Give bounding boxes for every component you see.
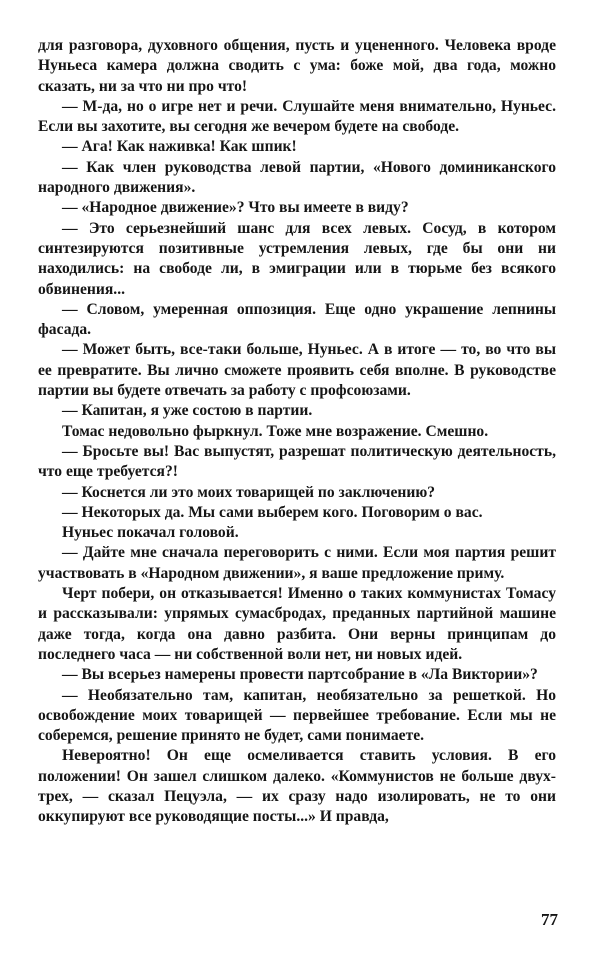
paragraph: — Бросьте вы! Вас выпустят, разрешат политическую деятельность, что еще требуется?!	[38, 442, 556, 481]
paragraph: — Может быть, все-таки больше, Нуньес. А в итоге — то, во что вы ее превратите. Вы лично сможете проявить себя вполне. В руководстве партии вы будете отвечать за работу с профсоюзами.	[38, 341, 556, 400]
paragraph: — Вы всерьез намерены провести партсобрание в «Ла Виктории»?	[62, 666, 538, 684]
paragraph: Черт побери, он отказывается! Именно о таких коммунистах Томасу и рассказывали: упрямых сумасбродах, преданных партийной машине даже тогда, когда она давно разбита. Они верны принципам до последнего часа — ни собственной воли нет, ни новых идей.	[38, 585, 556, 663]
paragraph: — Необязательно там, капитан, необязательно за решеткой. Но освобождение моих товарищей — первейшее требование. Если мы не соберемся, решение принято не будет, сами понимаете.	[38, 686, 556, 745]
paragraph: — Капитан, я уже состою в партии.	[62, 402, 313, 420]
paragraph: — Некоторых да. Мы сами выберем кого. Поговорим о вас.	[62, 503, 483, 521]
page-number: 77	[541, 910, 558, 929]
paragraph: Томас недовольно фыркнул. Тоже мне возражение. Смешно.	[62, 422, 489, 440]
paragraph: — Коснется ли это моих товарищей по заключению?	[62, 483, 436, 501]
page-text	[38, 36, 556, 828]
paragraph: — Как член руководства левой партии, «Нового доминиканского народного движения».	[38, 158, 556, 197]
paragraph: — Ага! Как наживка! Как шпик!	[62, 138, 297, 156]
paragraph: — Это серьезнейший шанс для всех левых. Сосуд, в котором синтезируются позитивные устремления левых, где бы они ни находились: на свободе ли, в эмиграции или в тюрьме без всякого обвинения...	[38, 219, 556, 298]
paragraph: — Словом, умеренная оппозиция. Еще одно украшение лепнины фасада.	[38, 300, 556, 339]
paragraph: — «Народное движение»? Что вы имеете в виду?	[62, 199, 409, 217]
paragraph: — Дайте мне сначала переговорить с ними. Если моя партия решит участвовать в «Народном движении», я ваше предложение приму.	[38, 544, 556, 582]
paragraph: — М-да, но о игре нет и речи. Слушайте меня внимательно, Нуньес. Если вы захотите, вы сегодня же вечером будете на свободе.	[38, 97, 556, 136]
paragraph: Нуньес покачал головой.	[62, 524, 239, 542]
paragraph: для разговора, духовного общения, пусть и уцененного. Человека вроде Нуньеса камера должна сводить с ума: боже мой, два года, можно сказать, ни за что ни про что!	[38, 37, 556, 95]
paragraph: Невероятно! Он еще осмеливается ставить условия. В его положении! Он зашел слишком далеко. «Коммунистов не больше двух-трех, — сказал Пецуэла, — их сразу надо изолировать, не то они оккупируют все руководящие посты...» И правда,	[38, 747, 556, 826]
